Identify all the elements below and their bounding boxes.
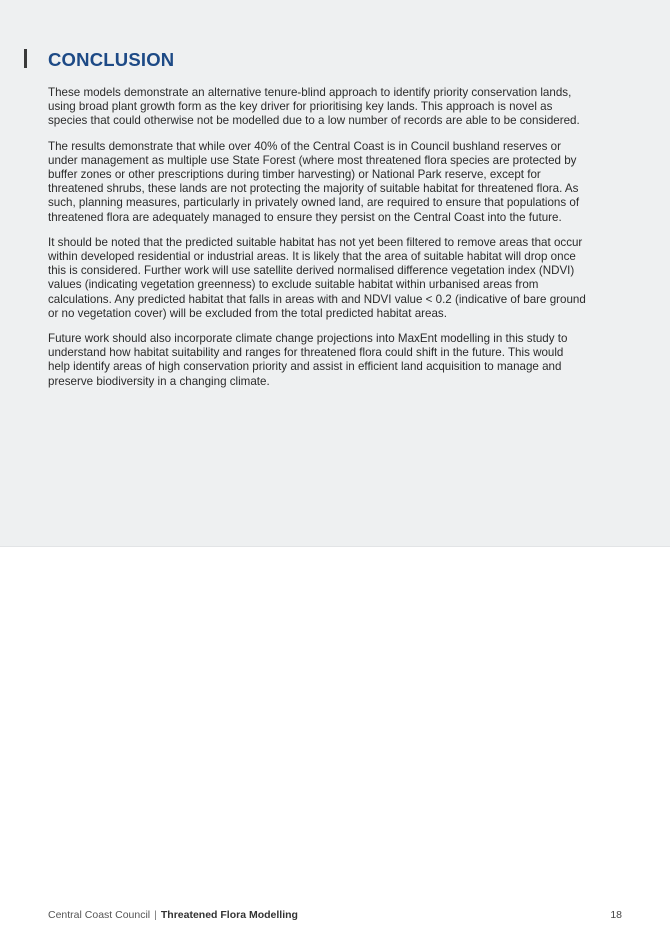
footer-document-title: Threatened Flora Modelling xyxy=(160,909,298,921)
page-footer xyxy=(48,908,298,922)
paragraph-2: The results demonstrate that while over 40% of the Central Coast is in Council bushland reserves or under management as multiple use State Forest (where most threatened flora species are protected by buffer zones or other prescriptions during timber harvesting) or National Park reserve, except for threatened shrubs, these lands are not protecting the majority of suitable habitat for threatened flora. As such, planning measures, particularly in privately owned land, are required to ensure that populations of threatened flora are adequately managed to ensure they persist on the Central Coast into the future. xyxy=(48,139,580,224)
paragraph-1: These models demonstrate an alternative tenure-blind approach to identify priority conservation lands, using broad plant growth form as the key driver for prioritising key lands. This approach is novel as species that could otherwise not be modelled due to a low number of records are able to be considered. xyxy=(48,86,580,128)
heading-accent-bar xyxy=(24,49,27,68)
footer-organisation: Central Coast Council xyxy=(48,909,151,921)
section-heading: CONCLUSION xyxy=(48,49,175,70)
paragraph-3: It should be noted that the predicted suitable habitat has not yet been filtered to remove areas that occur within developed residential or industrial areas. It is likely that the area of suitable habitat will drop once this is considered. Further work will use satellite derived normalised difference vegetation index (NDVI) values (indicating vegetation greenness) to exclude suitable habitat within urbanised areas from calculations. Any predicted habitat that falls in areas with and NDVI value < 0.2 (indicative of bare ground or no vegetation cover) will be excluded from the total predicted habitat areas. xyxy=(48,235,586,320)
body-text xyxy=(48,86,586,400)
page-number: 18 xyxy=(610,909,622,921)
footer-separator: | xyxy=(154,909,157,921)
paragraph-4: Future work should also incorporate climate change projections into MaxEnt modelling in this study to understand how habitat suitability and ranges for threatened flora could shift in the future. This would help identify areas of high conservation priority and assist in efficient land acquisition to manage and preserve biodiversity in a changing climate. xyxy=(48,332,568,388)
